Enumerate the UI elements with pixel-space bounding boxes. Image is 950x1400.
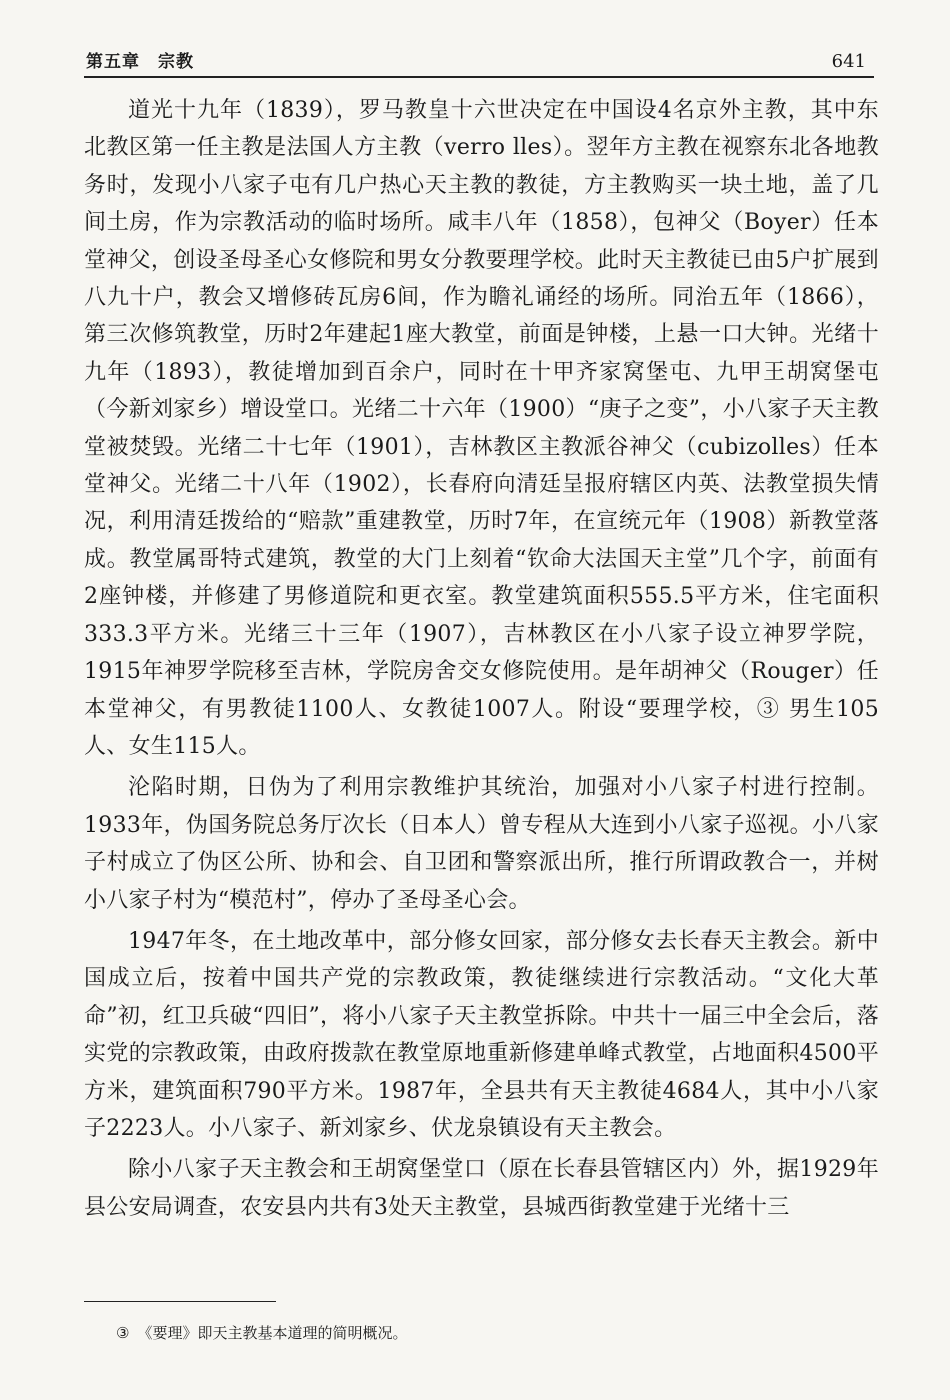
header-rule (84, 76, 874, 78)
chapter-number: 第五章 (86, 52, 140, 72)
body-text (84, 92, 879, 1226)
paragraph-3: 1947年冬，在土地改革中，部分修女回家，部分修女去长春天主教会。新中国成立后，按着中国共产党的宗教政策，教徒继续进行宗教活动。“文化大革命”初，红卫兵破“四旧”，将小八家子天主教堂拆除。中共十一届三中全会后，落实党的宗教政策，由政府拨款在教堂原地重新修建单峰式教堂，占地面积4500平方米，建筑面积790平方米。1987年，全县共有天主教徒4684人，其中小八家子2223人。小八家子、新刘家乡、伏龙泉镇设有天主教会。 (84, 928, 879, 1141)
footnote-text: 《要理》即天主教基本道理的简明概况。 (137, 1324, 408, 1342)
footnote (116, 1322, 856, 1344)
running-header (86, 42, 866, 72)
chapter-title (86, 47, 194, 72)
footnote-rule (84, 1301, 276, 1302)
section-name: 宗教 (158, 52, 194, 72)
paragraph-2: 沦陷时期，日伪为了利用宗教维护其统治，加强对小八家子村进行控制。1933年，伪国务院总务厅次长（日本人）曾专程从大连到小八家子巡视。小八家子村成立了伪区公所、协和会、自卫团和警察派出所，推行所谓政教合一，并树小八家子村为“模范村”，停办了圣母圣心会。 (84, 775, 879, 913)
paragraph-1: 道光十九年（1839），罗马教皇十六世决定在中国设4名京外主教，其中东北教区第一任主教是法国人方主教（verro lles）。翌年方主教在视察东北各地教务时，发现小八家子屯有几户热心天主教的教徒，方主教购买一块土地，盖了几间土房，作为宗教活动的临时场所。咸丰八年（1858），包神父（Boyer）任本堂神父，创设圣母圣心女修院和男女分教要理学校。此时天主教徒已由5户扩展到八九十户，教会又增修砖瓦房6间，作为瞻礼诵经的场所。同治五年（1866），第三次修筑教堂，历时2年建起1座大教堂，前面是钟楼，上悬一口大钟。光绪十九年（1893），教徒增加到百余户，同时在十甲齐家窝堡屯、九甲王胡窝堡屯（今新刘家乡）增设堂口。光绪二十六年（1900）“庚子之变”，小八家子天主教堂被焚毁。光绪二十七年（1901），吉林教区主教派谷神父（cubizolles）任本堂神父。光绪二十八年（1902），长春府向清廷呈报府辖区内英、法教堂损失情况，利用清廷拨给的“赔款”重建教堂，历时7年，在宣统元年（1908）新教堂落成。教堂属哥特式建筑，教堂的大门上刻着“钦命大法国天主堂”几个字，前面有2座钟楼，并修建了男修道院和更衣室。教堂建筑面积555.5平方米，住宅面积333.3平方米。光绪三十三年（1907），吉林教区在小八家子设立神罗学院，1915年神罗学院移至吉林，学院房舍交女修院使用。是年胡神父（Rouger）任本堂神父，有男教徒1100人、女教徒1007人。附设“要理学校，③ 男生105人、女生115人。 (84, 98, 879, 759)
page-number: 641 (831, 51, 866, 72)
paragraph-4: 除小八家子天主教会和王胡窝堡堂口（原在长春县管辖区内）外，据1929年县公安局调查，农安县内共有3处天主教堂，县城西街教堂建于光绪十三 (84, 1157, 879, 1220)
footnote-mark: ③ (116, 1324, 130, 1342)
